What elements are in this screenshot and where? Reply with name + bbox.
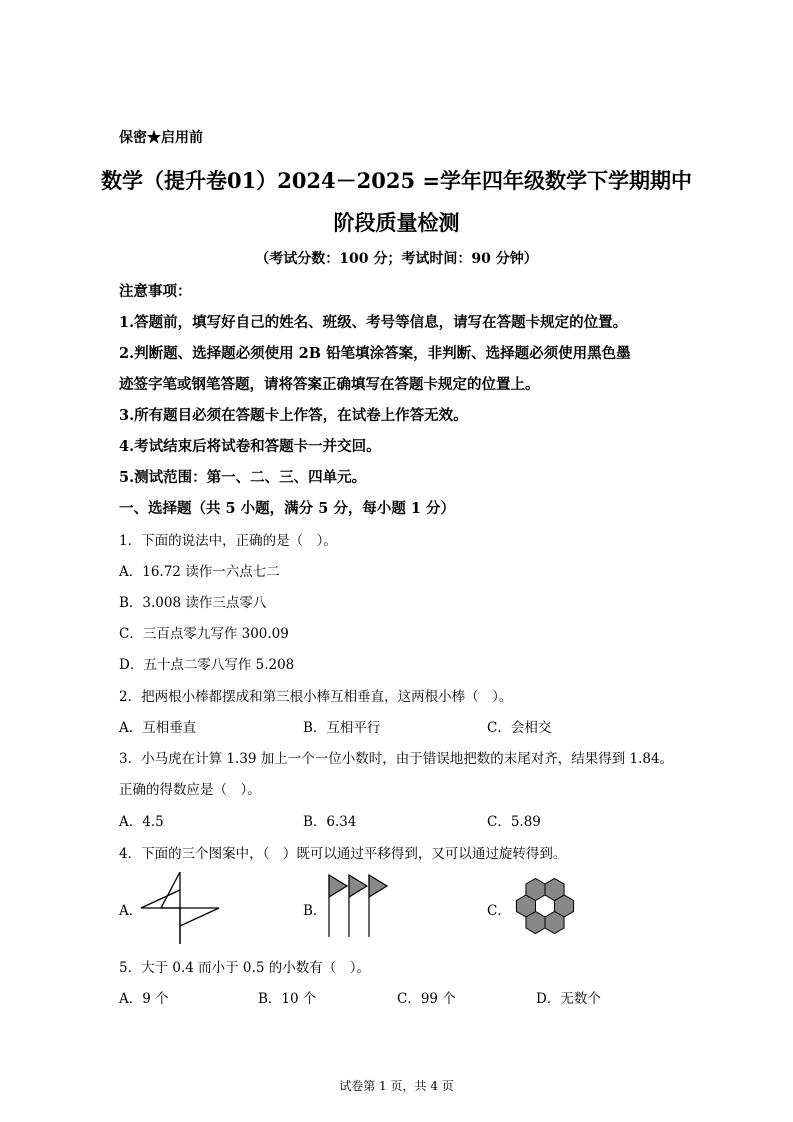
question-3-stem: 3．小马虎在计算 1.39 加上一个一位小数时，由于错误地把数的末尾对齐，结果得到 1.84。: [119, 751, 674, 767]
question-3-option-b: B．6.34: [303, 814, 357, 830]
question-2-option-c: C．会相交: [487, 720, 552, 736]
flags-figure: [325, 873, 391, 939]
notice-heading: 注意事项：: [119, 283, 192, 300]
question-1-option-c: C．三百点零九写作 300.09: [119, 626, 289, 642]
question-1-stem: 1．下面的说法中，正确的是（ ）。: [119, 533, 337, 549]
question-1-option-a: A．16.72 读作一六点七二: [119, 564, 280, 580]
question-2-stem: 2．把两根小棒都摆成和第三根小棒互相垂直，这两根小棒（ ）。: [119, 689, 513, 705]
question-5-stem: 5．大于 0.4 而小于 0.5 的小数有（ ）。: [119, 960, 370, 976]
question-4-option-b: B．: [303, 903, 327, 919]
notice-item: 4.考试结束后将试卷和答题卡一并交回。: [119, 438, 381, 455]
notice-item: 5.测试范围：第一、二、三、四单元。: [119, 469, 367, 486]
exam-subtitle: （考试分数：100 分；考试时间：90 分钟）: [255, 251, 538, 267]
question-4-stem: 4．下面的三个图案中，（ ）既可以通过平移得到，又可以通过旋转得到。: [119, 846, 567, 862]
confidential-label: 保密★启用前: [119, 130, 203, 146]
question-2-option-b: B．互相平行: [303, 720, 381, 736]
question-1-option-d: D．五十点二零八写作 5.208: [119, 657, 295, 673]
notice-item: 1.答题前，填写好自己的姓名、班级、考号等信息，请写在答题卡规定的位置。: [119, 314, 628, 331]
question-1-option-b: B．3.008 读作三点零八: [119, 595, 267, 611]
page-footer: 试卷第 1 页，共 4 页: [339, 1079, 454, 1093]
pinwheel-figure: [139, 870, 221, 946]
notice-item: 迹签字笔或钢笔答题，请将答案正确填写在答题卡规定的位置上。: [119, 376, 540, 393]
question-3-stem-continued: 正确的得数应是（ ）。: [119, 782, 261, 798]
exam-title-line1: 数学（提升卷01）2024－2025 =学年四年级数学下学期期中: [100, 168, 693, 193]
exam-title-line2: 阶段质量检测: [333, 210, 460, 235]
question-4-option-a: A．: [119, 903, 143, 919]
question-4-option-c: C．: [487, 903, 511, 919]
notice-item: 2.判断题、选择题必须使用 2B 铅笔填涂答案，非判断、选择题必须使用黑色墨: [119, 345, 631, 362]
question-3-option-a: A．4.5: [119, 814, 164, 830]
question-2-option-a: A．互相垂直: [119, 720, 197, 736]
question-5-option-a: A．9 个: [119, 991, 169, 1007]
question-5-option-b: B．10 个: [258, 991, 317, 1007]
question-5-option-d: D．无数个: [536, 991, 601, 1007]
section-heading: 一、选择题（共 5 小题，满分 5 分，每小题 1 分）: [119, 500, 456, 517]
notice-item: 3.所有题目必须在答题卡上作答，在试卷上作答无效。: [119, 407, 468, 424]
question-3-option-c: C．5.89: [487, 814, 541, 830]
hexagon-cell: [545, 912, 564, 934]
question-5-option-c: C．99 个: [397, 991, 456, 1007]
hexagon-ring-figure: [512, 870, 578, 942]
hexagon-cell: [545, 879, 564, 901]
hexagon-cell: [526, 879, 545, 901]
